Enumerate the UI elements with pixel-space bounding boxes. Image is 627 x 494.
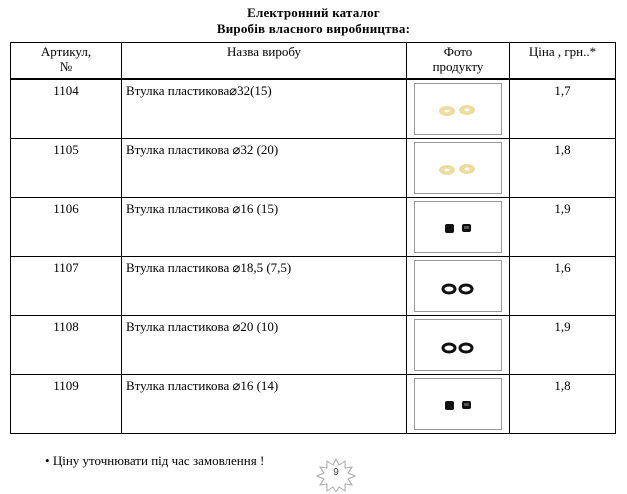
article-number: 1104 [11,79,122,139]
table-header-row [11,43,616,80]
product-photo [407,257,510,316]
beige-washers-icon [414,83,502,135]
table-row [11,79,616,139]
product-price: 1,8 [510,375,616,434]
column-header-price: Ціна , грн..* [510,43,616,80]
article-number: 1108 [11,316,122,375]
black-rings-icon [414,319,502,371]
product-name: Втулка пластикова ⌀18,5 (7,5) [122,257,407,316]
product-photo [407,79,510,139]
table-row [11,139,616,198]
column-header-article: Артикул, № [11,43,122,80]
table-row [11,316,616,375]
product-table [10,42,616,434]
product-name: Втулка пластикова ⌀20 (10) [122,316,407,375]
column-header-photo: Фото продукту [407,43,510,80]
product-price: 1,9 [510,316,616,375]
product-price: 1,9 [510,198,616,257]
black-bushings-icon [414,378,502,430]
product-photo [407,375,510,434]
table-row [11,375,616,434]
table-row [11,257,616,316]
product-price: 1,8 [510,139,616,198]
product-photo [407,139,510,198]
article-number: 1109 [11,375,122,434]
black-rings-icon [414,260,502,312]
article-number: 1105 [11,139,122,198]
product-name: Втулка пластикова ⌀16 (14) [122,375,407,434]
product-name: Втулка пластикова⌀32(15) [122,79,407,139]
product-name: Втулка пластикова ⌀32 (20) [122,139,407,198]
bullet-icon: • [45,453,50,468]
product-photo [407,198,510,257]
column-header-name: Назва виробу [122,43,407,80]
article-number: 1107 [11,257,122,316]
product-name: Втулка пластикова ⌀16 (15) [122,198,407,257]
article-number: 1106 [11,198,122,257]
product-price: 1,7 [510,79,616,139]
page-number: 9 [333,467,339,478]
product-price: 1,6 [510,257,616,316]
catalog-subtitle: Виробів власного виробництва: [216,21,411,36]
footnote-text: Ціну уточнювати під час замовлення ! [52,453,265,468]
black-bushings-icon [414,201,502,253]
table-row [11,198,616,257]
page-number-badge [316,458,356,492]
product-photo [407,316,510,375]
catalog-title: Електронний каталог [247,5,380,20]
price-footnote [45,453,264,469]
beige-washers-icon [414,142,502,194]
